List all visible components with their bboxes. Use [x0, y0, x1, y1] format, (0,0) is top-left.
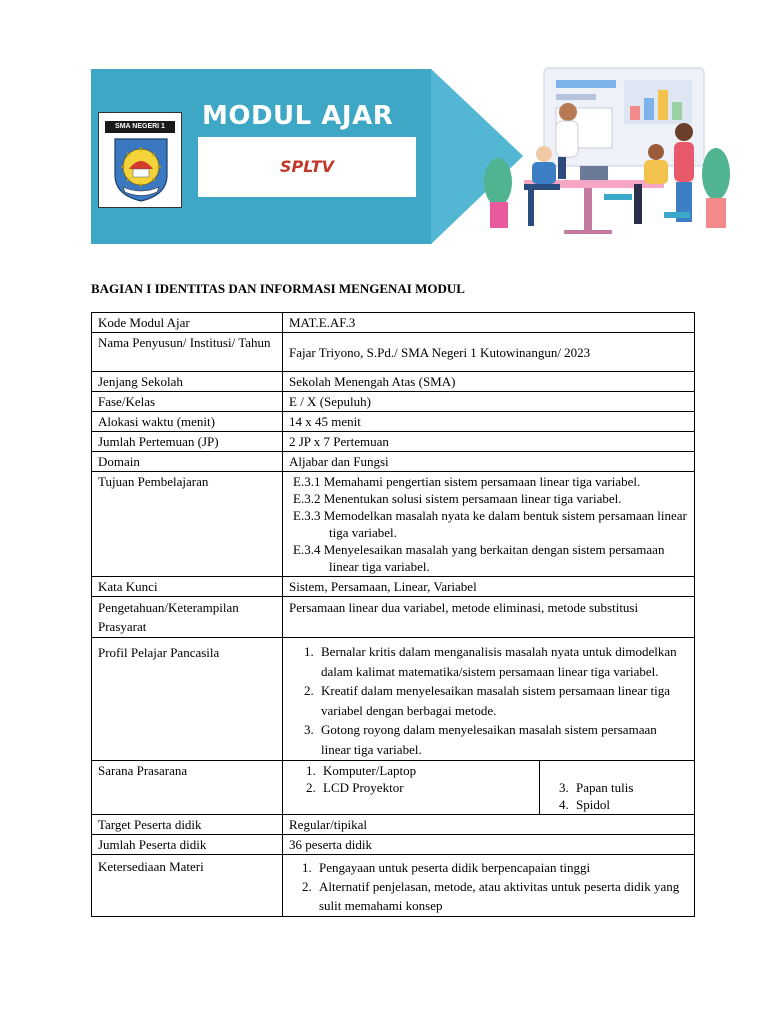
- row-label: Fase/Kelas: [92, 392, 283, 412]
- list-item: 2. LCD Proyektor: [319, 779, 533, 796]
- row-value: Regular/tipikal: [283, 815, 695, 835]
- row-value: 14 x 45 menit: [283, 412, 695, 432]
- list-item: 3. Gotong royong dalam menyelesaikan masalah sistem persamaan linear tiga variabel.: [317, 720, 688, 759]
- row-label: Ketersediaan Materi: [92, 855, 283, 917]
- module-title: MODUL AJAR: [202, 101, 394, 131]
- learning-objectives-cell: [283, 472, 695, 577]
- row-value: MAT.E.AF.3: [283, 313, 695, 333]
- list-item: 3. Papan tulis: [572, 779, 688, 796]
- row-value: Persamaan linear dua variabel, metode eliminasi, metode substitusi: [283, 597, 695, 638]
- table-row: [92, 432, 695, 452]
- row-value: 2 JP x 7 Pertemuan: [283, 432, 695, 452]
- row-label: Nama Penyusun/ Institusi/ Tahun: [92, 333, 283, 372]
- module-identity-table: [91, 312, 695, 917]
- facilities-right-list: [546, 779, 688, 813]
- table-row: [92, 452, 695, 472]
- row-value: Sistem, Persamaan, Linear, Variabel: [283, 577, 695, 597]
- table-row: [92, 392, 695, 412]
- table-row: [92, 597, 695, 638]
- table-row: [92, 412, 695, 432]
- row-value: E / X (Sepuluh): [283, 392, 695, 412]
- row-label: Kode Modul Ajar: [92, 313, 283, 333]
- pancasila-profile-cell: [283, 638, 695, 761]
- list-item: E.3.2 Menentukan solusi sistem persamaan linear tiga variabel.: [293, 491, 622, 506]
- list-item: 4. Spidol: [572, 796, 688, 813]
- school-logo: [98, 112, 182, 208]
- list-item: 1. Pengayaan untuk peserta didik berpencapaian tinggi: [315, 858, 688, 877]
- facilities-cell: [283, 761, 695, 815]
- facilities-left-column: [287, 761, 540, 814]
- team-meeting-illustration: [484, 62, 734, 244]
- school-emblem-icon: [111, 135, 171, 203]
- row-label: Kata Kunci: [92, 577, 283, 597]
- table-row: [92, 638, 695, 761]
- table-row: [92, 815, 695, 835]
- row-value: 36 peserta didik: [283, 835, 695, 855]
- facilities-left-list: [293, 762, 533, 796]
- row-label: Sarana Prasarana: [92, 761, 283, 815]
- row-value: Sekolah Menengah Atas (SMA): [283, 372, 695, 392]
- material-availability-list: [289, 858, 688, 915]
- table-row: [92, 372, 695, 392]
- section-heading: BAGIAN I IDENTITAS DAN INFORMASI MENGENAI MODUL: [91, 281, 465, 296]
- row-value: Aljabar dan Fungsi: [283, 452, 695, 472]
- list-item: 1. Bernalar kritis dalam menganalisis masalah nyata untuk dimodelkan dalam kalimat matematika/sistem persamaan linear tiga variabel.: [317, 642, 688, 681]
- facilities-right-column: [540, 761, 694, 814]
- row-label: Target Peserta didik: [92, 815, 283, 835]
- module-subtitle: SPLTV: [279, 157, 335, 176]
- list-item: E.3.3 Memodelkan masalah nyata ke dalam bentuk sistem persamaan linear tiga variabel.: [293, 508, 687, 540]
- list-item: 1. Komputer/Laptop: [319, 762, 533, 779]
- learning-objectives-list: [289, 473, 688, 575]
- table-row: [92, 761, 695, 815]
- row-label: Jenjang Sekolah: [92, 372, 283, 392]
- table-row: [92, 577, 695, 597]
- row-label: Jumlah Pertemuan (JP): [92, 432, 283, 452]
- row-label: Domain: [92, 452, 283, 472]
- row-label: Alokasi waktu (menit): [92, 412, 283, 432]
- pancasila-profile-list: [289, 642, 688, 759]
- list-item: 2. Alternatif penjelasan, metode, atau aktivitas untuk peserta didik yang sulit memahami konsep: [315, 877, 688, 915]
- row-label: Pengetahuan/Keterampilan Prasyarat: [92, 597, 283, 638]
- logo-text: SMA NEGERI 1: [105, 121, 175, 133]
- facilities-columns: [287, 761, 694, 814]
- material-availability-cell: [283, 855, 695, 917]
- list-item: E.3.4 Menyelesaikan masalah yang berkaitan dengan sistem persamaan linear tiga variabel.: [293, 542, 665, 574]
- module-subtitle-box: [198, 137, 416, 197]
- row-label: Profil Pelajar Pancasila: [92, 638, 283, 761]
- table-row: [92, 855, 695, 917]
- list-item: 2. Kreatif dalam menyelesaikan masalah sistem persamaan linear tiga variabel dengan berbagai metode.: [317, 681, 688, 720]
- table-row: [92, 313, 695, 333]
- row-label: Tujuan Pembelajaran: [92, 472, 283, 577]
- row-label: Jumlah Peserta didik: [92, 835, 283, 855]
- table-row: [92, 472, 695, 577]
- row-value: Fajar Triyono, S.Pd./ SMA Negeri 1 Kutowinangun/ 2023: [283, 333, 695, 372]
- table-row: [92, 333, 695, 372]
- table-row: [92, 835, 695, 855]
- list-item: E.3.1 Memahami pengertian sistem persamaan linear tiga variabel.: [293, 474, 641, 489]
